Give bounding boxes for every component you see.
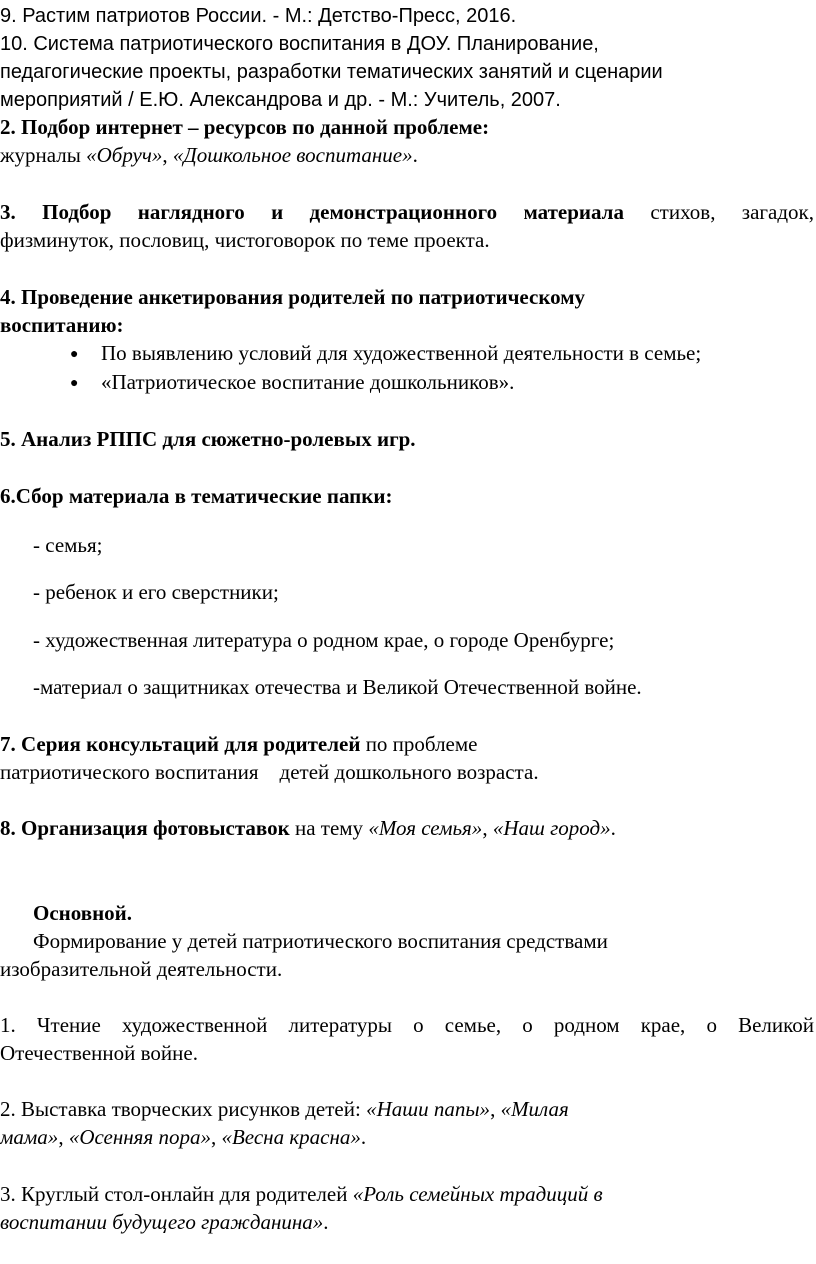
main-item-1-line-2: Отечественной войне. xyxy=(0,1041,198,1065)
section-4-item-1: По выявлению условий для художественной деятельности в семье; xyxy=(101,341,702,365)
journal-doshkolnoe: «Дошкольное воспитание» xyxy=(172,143,413,167)
section-6-item-1: - семья; xyxy=(33,533,103,557)
section-3-line-2: физминуток, пословиц, чистоговорок по теме проекта. xyxy=(0,228,490,252)
reference-10-line-3: мероприятий / Е.Ю. Александрова и др. - М.: Учитель, 2007. xyxy=(0,89,561,111)
section-5-heading: 5. Анализ РППС для сюжетно-ролевых игр. xyxy=(0,427,416,451)
main-stage-line-1: Формирование у детей патриотического воспитания средствами xyxy=(33,929,608,953)
section-4-heading-line-1: 4. Проведение анкетирования родителей по патриотическому xyxy=(0,285,586,309)
main-item-3-line-2: воспитании будущего гражданина». xyxy=(0,1210,329,1234)
section-2-heading: 2. Подбор интернет – ресурсов по данной проблеме: xyxy=(0,115,490,139)
reference-9: 9. Растим патриотов России. - М.: Детство-Пресс, 2016. xyxy=(0,5,517,27)
section-6-item-4: -материал о защитниках отечества и Великой Отечественной войне. xyxy=(33,675,642,699)
main-stage-line-2: изобразительной деятельности. xyxy=(0,957,283,981)
journal-obruch: «Обруч» xyxy=(86,143,163,167)
section-3-line-1: 3. Подбор наглядного и демонстрационного материала стихов, загадок, xyxy=(0,200,814,224)
main-item-1-line-1: 1. Чтение художественной литературы о семье, о родном крае, о Великой xyxy=(0,1013,814,1037)
main-item-2-line-1: 2. Выставка творческих рисунков детей: «Наши папы», «Милая xyxy=(0,1097,569,1121)
main-item-3-line-1: 3. Круглый стол-онлайн для родителей «Роль семейных традиций в xyxy=(0,1182,603,1206)
bullet-icon: ● xyxy=(70,376,79,391)
section-6-heading: 6.Сбор материала в тематические папки: xyxy=(0,484,393,508)
section-6-item-3: - художественная литература о родном крае, о городе Оренбурге; xyxy=(33,628,615,652)
section-8-line: 8. Организация фотовыставок на тему «Моя семья», «Наш город». xyxy=(0,816,616,840)
section-2-text: журналы «Обруч», «Дошкольное воспитание». xyxy=(0,143,418,167)
section-7-line-1: 7. Серия консультаций для родителей по проблеме xyxy=(0,732,478,756)
bullet-icon: ● xyxy=(70,347,79,362)
reference-10-line-1: 10. Система патриотического воспитания в ДОУ. Планирование, xyxy=(0,33,599,55)
section-4-heading-line-2: воспитанию: xyxy=(0,313,124,337)
reference-10-line-2: педагогические проекты, разработки тематических занятий и сценарии xyxy=(0,61,663,83)
main-stage-heading: Основной. xyxy=(33,901,133,925)
section-6-item-2: - ребенок и его сверстники; xyxy=(33,580,279,604)
section-7-line-2: патриотического воспитания детей дошкольного возраста. xyxy=(0,760,539,784)
main-item-2-line-2: мама», «Осенняя пора», «Весна красна». xyxy=(0,1125,367,1149)
section-4-item-2: «Патриотическое воспитание дошкольников». xyxy=(101,370,515,394)
